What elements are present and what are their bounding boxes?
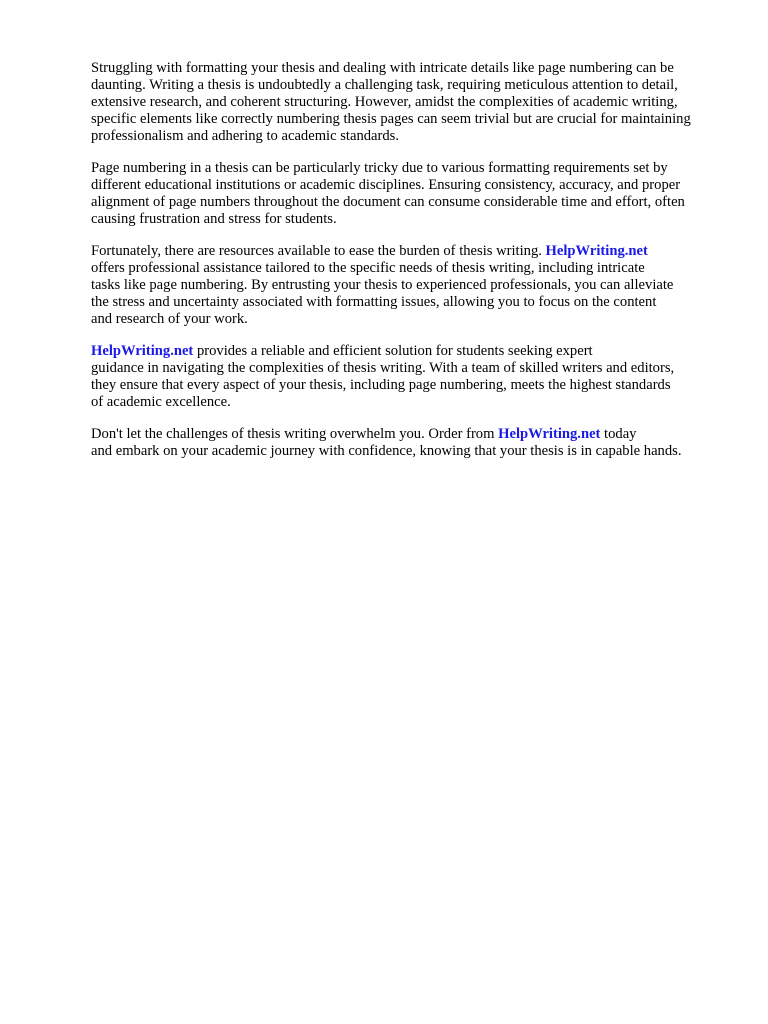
- paragraph-intro-text: Struggling with formatting your thesis and dealing with intricate details like page numbering can be daunting. Writing a thesis is undoubtedly a challenging task, requiring meticulous attention to detail, extensive research, and coherent structuring. However, amidst the complexities of academic writing, specific elements like correctly numbering thesis pages can seem trivial but are crucial for maintaining professionalism and adhering to academic standards.: [91, 60, 691, 144]
- paragraph-call-to-action: [91, 426, 731, 460]
- paragraph-cta-text-before: Don't let the challenges of thesis writing overwhelm you. Order from: [91, 426, 499, 442]
- helpwriting-link-1[interactable]: HelpWriting.net: [545, 243, 648, 259]
- paragraph-resources: [91, 243, 731, 328]
- paragraph-cta-text-after: today and embark on your academic journey with confidence, knowing that your thesis is in capable hands.: [91, 426, 682, 459]
- paragraph-solution: [91, 343, 731, 411]
- paragraph-solution-text-after: provides a reliable and efficient solution for students seeking expert guidance in navigating the complexities of thesis writing. With a team of skilled writers and editors, they ensure that every aspect of your thesis, including page numbering, meets the highest standards of academic excellence.: [91, 343, 675, 410]
- paragraph-page-numbering-text: Page numbering in a thesis can be particularly tricky due to various formatting requirements set by different educational institutions or academic disciplines. Ensuring consistency, accuracy, and proper alignment of page numbers throughout the document can consume considerable time and effort, often causing frustration and stress for students.: [91, 160, 685, 227]
- helpwriting-link-3[interactable]: HelpWriting.net: [498, 426, 601, 442]
- paragraph-intro: [91, 60, 731, 145]
- paragraph-resources-text-after: offers professional assistance tailored to the specific needs of thesis writing, including intricate tasks like page numbering. By entrusting your thesis to experienced professionals, you can alleviate the stress and uncertainty associated with formatting issues, allowing you to focus on the content and research of your work.: [91, 260, 674, 327]
- document-body: [91, 60, 731, 475]
- paragraph-resources-text-before: Fortunately, there are resources available to ease the burden of thesis writing.: [91, 243, 546, 259]
- helpwriting-link-2[interactable]: HelpWriting.net: [91, 343, 194, 359]
- paragraph-page-numbering: [91, 160, 731, 228]
